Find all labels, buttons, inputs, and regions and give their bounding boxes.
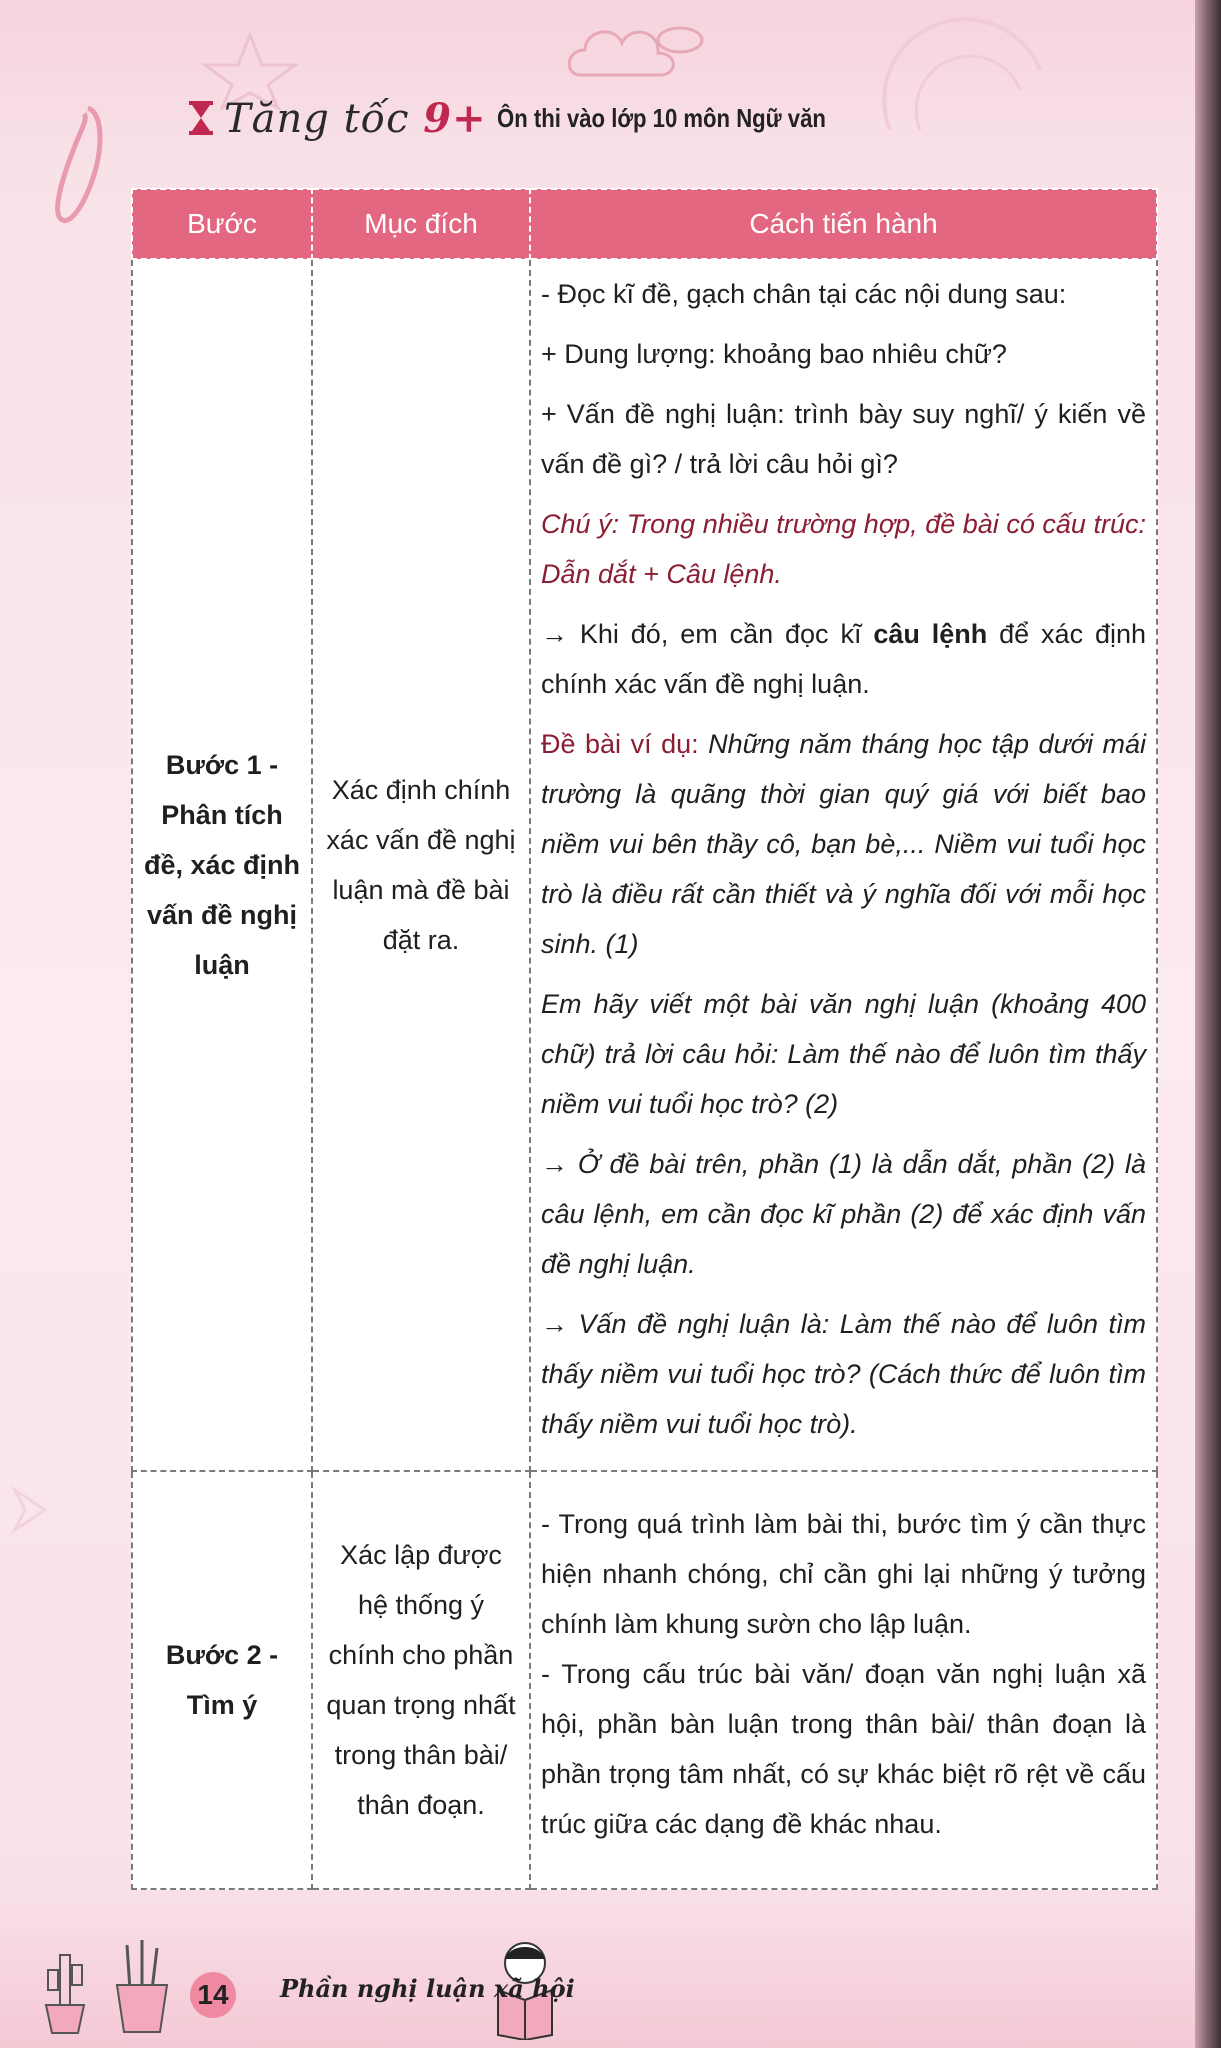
method-text: → Khi đó, em cần đọc kĩ [541, 619, 874, 649]
hourglass-icon [188, 100, 214, 136]
pencil-cup-icon [112, 1940, 172, 2035]
table-header-row [132, 189, 1157, 259]
method-line: - Trong cấu trúc bài văn/ đoạn văn nghị luận xã hội, phần bàn luận trong thân bài/ thân đoạn là phần trọng tâm nhất, có sự khác biệt rõ rệt về cấu trúc giữa các dạng đề khác nhau. [541, 1659, 1146, 1839]
method-cell [530, 1471, 1157, 1889]
page-header [188, 88, 884, 148]
page-number: 14 [190, 1972, 236, 2018]
emphasis-text: câu lệnh [873, 619, 988, 649]
method-text: để xác định chính xác vấn đề nghị luận. [541, 619, 1147, 699]
table-row [132, 259, 1157, 1471]
note-text: Chú ý: Trong nhiều trường hợp, đề bài có cấu trúc: Dẫn dắt + Câu lệnh. [541, 509, 1146, 589]
series-brand [224, 95, 487, 142]
method-line: → Vấn đề nghị luận là: Làm thế nào để luôn tìm thấy niềm vui tuổi học trò? (Cách thức để luôn tìm thấy niềm vui tuổi học trò). [541, 1309, 1146, 1439]
method-line: → Ở đề bài trên, phần (1) là dẫn dắt, phần (2) là câu lệnh, em cần đọc kĩ phần (2) để xác định vấn đề nghị luận. [541, 1149, 1146, 1279]
section-title: Phần nghị luận xã hội [280, 1974, 575, 2003]
method-cell [530, 259, 1157, 1471]
brand-main: Tăng tốc [224, 95, 410, 142]
method-line: - Đọc kĩ đề, gạch chân tại các nội dung sau: [541, 279, 1067, 309]
book-spine [1195, 0, 1221, 2048]
column-header-method: Cách tiến hành [530, 189, 1157, 259]
brand-accent: 9+ [423, 94, 487, 142]
example-text: Những năm tháng học tập dưới mái trường là quãng thời gian quý giá với biết bao niềm vui bên thầy cô, bạn bè,... Niềm vui tuổi học trò là điều rất cần thiết và ý nghĩa đối với mỗi học sinh. (1) [541, 729, 1146, 959]
cactus-icon [40, 1945, 90, 2035]
steps-table [131, 188, 1158, 1890]
method-line [541, 609, 1146, 709]
purpose-cell: Xác định chính xác vấn đề nghị luận mà đề bài đặt ra. [312, 259, 530, 1471]
example-label: Đề bài ví dụ: [541, 729, 709, 759]
method-line: - Trong quá trình làm bài thi, bước tìm ý cần thực hiện nhanh chóng, chỉ cần ghi lại những ý tưởng chính làm khung sườn cho lập luận. [541, 1509, 1146, 1639]
page-footer [0, 1935, 1195, 2045]
table-row [132, 1471, 1157, 1889]
cloud-icon [560, 15, 710, 85]
example-line: Em hãy viết một bài văn nghị luận (khoảng 400 chữ) trả lời câu hỏi: Làm thế nào để luôn tìm thấy niềm vui tuổi học trò? (2) [541, 989, 1146, 1119]
paperclip-icon [48, 88, 108, 248]
protractor-icon [880, 10, 1050, 140]
book-subtitle: Ôn thi vào lớp 10 môn Ngữ văn [496, 102, 826, 133]
method-line: + Vấn đề nghị luận: trình bày suy nghĩ/ ý kiến về vấn đề gì? / trả lời câu hỏi gì? [541, 399, 1146, 479]
step-cell: Bước 2 - Tìm ý [132, 1471, 312, 1889]
example-line [541, 719, 1146, 969]
step-cell: Bước 1 - Phân tích đề, xác định vấn đề nghị luận [132, 259, 312, 1471]
star-icon [10, 1480, 50, 1540]
method-line: + Dung lượng: khoảng bao nhiêu chữ? [541, 339, 1007, 369]
column-header-step: Bước [132, 189, 312, 259]
column-header-purpose: Mục đích [312, 189, 530, 259]
purpose-cell: Xác lập được hệ thống ý chính cho phần quan trọng nhất trong thân bài/ thân đoạn. [312, 1471, 530, 1889]
